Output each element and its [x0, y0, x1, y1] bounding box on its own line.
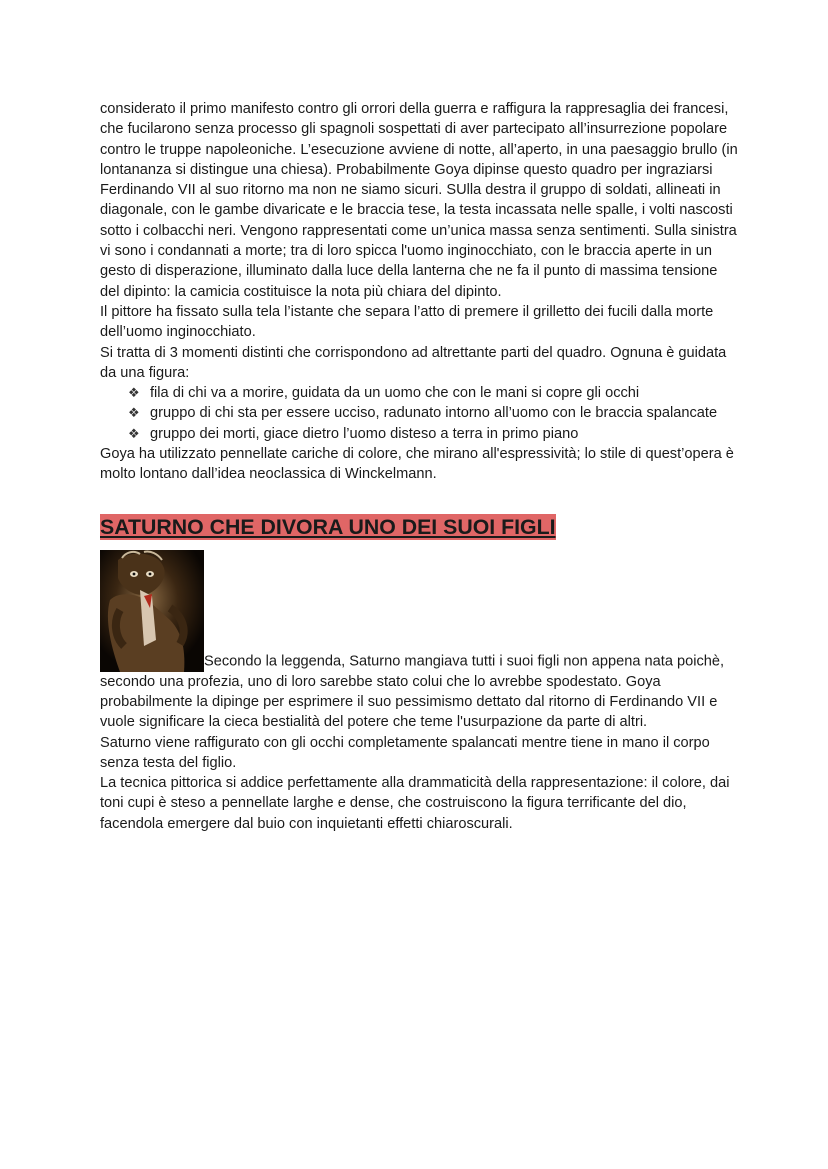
bullet-list	[100, 383, 740, 444]
list-item	[128, 403, 740, 423]
list-item-text: gruppo di chi sta per essere ucciso, radunato intorno all’uomo con le braccia spalancate	[150, 405, 718, 422]
diamond-bullet-icon: ❖	[128, 405, 140, 421]
saturn-intro-paragraph	[100, 550, 740, 733]
saturn-paragraph-3: La tecnica pittorica si addice perfettamente alla drammaticità della rappresentazione: il colore, dai toni cupi è steso a pennellate larghe e dense, che costruiscono la figura terrificante del dio, facendola emergere dal buio con inquietanti effetti chiaroscurali.	[100, 775, 730, 832]
saturn-painting-image	[100, 550, 204, 672]
diamond-bullet-icon: ❖	[128, 385, 140, 401]
section-heading: SATURNO CHE DIVORA UNO DEI SUOI FIGLI	[100, 514, 556, 539]
list-item-text: gruppo dei morti, giace dietro l’uomo disteso a terra in primo piano	[150, 425, 579, 442]
list-item	[128, 383, 740, 403]
saturn-paragraph-2: Saturno viene raffigurato con gli occhi completamente spalancati mentre tiene in mano il corpo senza testa del figlio.	[100, 734, 710, 771]
paragraph-3: Si tratta di 3 momenti distinti che corrispondono ad altrettante parti del quadro. Ognuna è guidata da una figura:	[100, 344, 727, 381]
saturn-intro-text: Secondo la leggenda, Saturno mangiava tutti i suoi figli non appena nata poichè, secondo una profezia, uno di loro sarebbe stato colui che lo avrebbe spodestato. Goya probabilmente la dipinge per esprimere il suo pessimismo dettato dal ritorno di Ferdinando VII e vuole significare la cieca bestialità del potere che teme l'usurpazione da parte di altri.	[100, 653, 725, 731]
paragraph-4: Goya ha utilizzato pennellate cariche di colore, che mirano all'espressività; lo stile di quest’opera è molto lontano dall’idea neoclassica di Winckelmann.	[100, 446, 734, 483]
paragraph-1: considerato il primo manifesto contro gli orrori della guerra e raffigura la rappresaglia dei francesi, che fucilarono senza processo gli spagnoli sospettati di aver partecipato all’insurrezione popolare contro le truppe napoleoniche. L’esecuzione avviene di notte, all’aperto, in una paesaggio brullo (in lontananza si distingue una chiesa). Probabilmente Goya dipinse questo quadro per ingraziarsi Ferdinando VII al suo ritorno ma non ne siamo sicuri. SUlla destra il gruppo di soldati, allineati in diagonale, con le gambe divaricate e le braccia tese, la testa incassata nelle spalle, i volti nascosti sotto i colbacchi neri. Vengono rappresentati come un’unica massa senza sentimenti. Sulla sinistra vi sono i condannati a morte; tra di loro spicca l'uomo inginocchiato, con le braccia aperte in un gesto di disperazione, illuminato dalla luce della lanterna che ne fa il punto di massima tensione del dipinto: la camicia costituisce la nota più chiara del dipinto.	[100, 101, 738, 300]
painting-saturn-icon	[100, 550, 204, 672]
list-item-text: fila di chi va a morire, guidata da un uomo che con le mani si copre gli occhi	[150, 385, 640, 402]
list-item	[128, 424, 740, 444]
diamond-bullet-icon: ❖	[128, 425, 140, 441]
paragraph-2: Il pittore ha fissato sulla tela l’istante che separa l’atto di premere il grilletto dei fucili dalla morte dell’uomo inginocchiato.	[100, 303, 714, 341]
document-page	[100, 99, 740, 834]
